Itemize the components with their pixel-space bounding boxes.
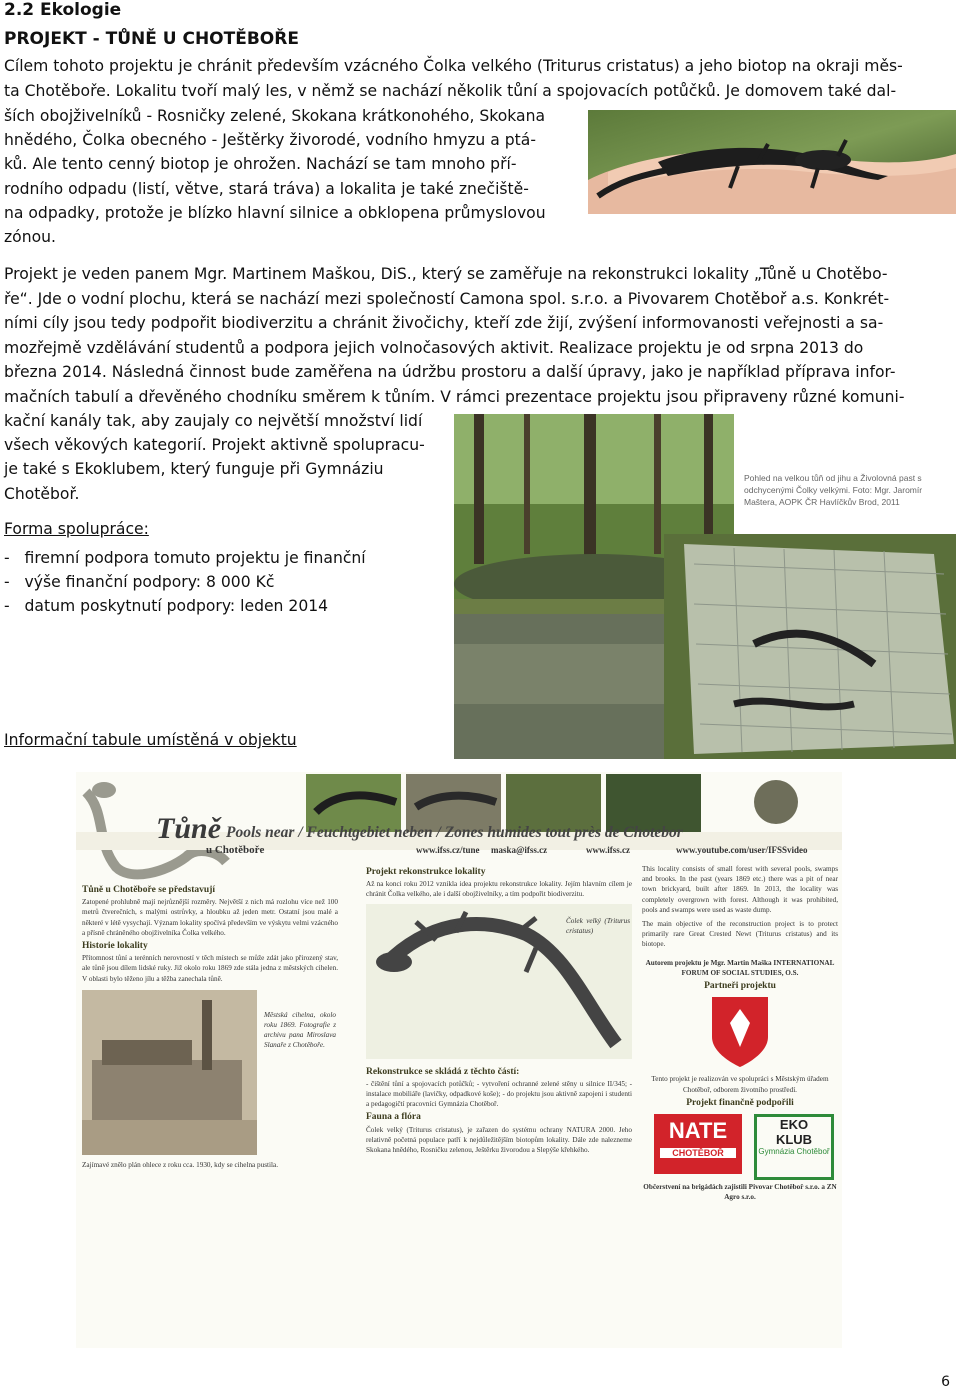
poster-column-1 — [82, 882, 338, 1342]
poster-text: Čolek velký (Triturus cristatus), je zařazen do systému ochrany NATURA 2000. Jeho relativně početná populace patří k nejdůležitějším biotopům lokality. Dále zde nalezneme Skokana hnědého, Rosničku zelenou, Ještěrku živorodou a Slepýše křehkého. — [366, 1125, 632, 1155]
poster-text: Zajímavé znělo plán ohlece z roku cca. 1930, kdy se cihelna pustila. — [82, 1160, 278, 1169]
cooperation-item: - datum poskytnutí podpory: leden 2014 — [4, 597, 329, 615]
poster-heading: Projekt finančně podpořili — [686, 1097, 794, 1108]
poster-link: www.ifss.cz/tune — [416, 845, 480, 855]
poster-author: Autorem projektu je Mgr. Martin Maška INTERNATIONAL FORUM OF SOCIAL STUDIES, O.S. — [645, 958, 835, 977]
section-heading: 2.2 Ekologie — [4, 0, 122, 20]
project-line: kační kanály tak, aby zaujaly co největší množství lidí — [4, 412, 423, 430]
intro-line: Cílem tohoto projektu je chránit především vzácného Čolka velkého (Triturus cristatus) a jeho biotop na okraji měs- — [4, 57, 903, 75]
brickyard-photo — [82, 990, 257, 1155]
poster-text: Až na konci roku 2012 vznikla idea projektu rekonstrukce lokality. Jejím hlavním cílem je chránit Čolka velkého, ale i další obojživelníky, a tím podpořit biodiverzitu. — [366, 880, 632, 899]
board-heading: Informační tabule umístěná v objektu — [4, 731, 297, 749]
project-line: mozřejmě vzdělávání studentů a podpora jejich volnočasových aktivit. Realizace projektu je od srpna 2013 do — [4, 339, 864, 357]
project-title: PROJEKT - TŮNĚ U CHOTĚBOŘE — [4, 29, 299, 49]
photo-caption: Pohled na velkou tůň od jihu a Živolovná past s odchycenými Čolky velkými. Foto: Mgr. Jaromír Maštera, AOPK ČR Havlíčkův Brod, 2011 — [744, 473, 923, 507]
poster-title: Tůně — [156, 812, 222, 845]
page-number: 6 — [941, 1374, 950, 1390]
cooperation-item-text: firemní podpora tomuto projektu je finanční — [24, 549, 366, 567]
cooperation-item: - výše finanční podpory: 8 000 Kč — [4, 573, 275, 591]
intro-line: ta Chotěboře. Lokalitu tvoří malý les, v němž se nachází několik tůní a spojovacích potůčků. Je domovem také dal- — [4, 82, 897, 100]
project-line: března 2014. Následná činnost bude zaměřena na údržbu prostoru a další úpravy, jako je například příprava infor- — [4, 363, 896, 381]
intro-line: zónou. — [4, 228, 56, 246]
intro-line: rodního odpadu (listí, větve, stará tráva) a lokalita je také znečiště- — [4, 180, 529, 198]
project-line: ními cíly jsou tedy podpořit biodiverzitu a chránit živočichy, kteří zde žijí, zvýšení informovanosti veřejnosti a sa- — [4, 314, 884, 332]
poster-heading: Historie lokality — [82, 941, 148, 952]
project-line: Projekt je veden panem Mgr. Martinem Maškou, DiS., který se zaměřuje na rekonstrukci lokality „Tůně u Chotěbo- — [4, 265, 888, 283]
poster-text: Tento projekt je realizován ve spolupráci s Městským úřadem Chotěboř, odborem životního prostředí. — [651, 1075, 829, 1094]
forest-pool-photo — [454, 414, 956, 759]
poster-text: Občerstvení na brigádách zajistili Pivovar Chotěboř s.r.o. a ZN Agro s.r.o. — [643, 1183, 837, 1202]
poster-subtitle: u Chotěboře — [206, 844, 265, 856]
project-line: mačních tabulí a dřevěného chodníku směrem k tůním. V rámci prezentace projektu jsou připraveny různé komuni- — [4, 388, 905, 406]
poster-heading: Projekt rekonstrukce lokality — [366, 867, 486, 877]
poster-text: Zatopené prohlubně mají nejrůznější rozměry. Největší z nich má rozlohu více než 100 metrů čtverečních, s malými ostrůvky, a hloubku až jeden metr. Ostatní jsou malé a některé v létě vysychají. Význam lokality spočívá především ve výskytu velmi vzácného a přísně chráněného obojživelníka Čolka velkého. — [82, 898, 338, 937]
project-line: ře“. Jde o vodní plochu, která se nachází mezi společností Camona spol. s.r.o. a Pivovarem Chotěboř a.s. Konkrét- — [4, 290, 890, 308]
poster-heading: Partneři projektu — [704, 981, 776, 992]
poster-text: This locality consists of small forest with several pools, swamps and brooks. In the past (years 1869 etc.) there was a pit of near town brickyard, built after 1869. In 2013, the locality was completely overgrown with forest. Although it was prohibited, pools and swamps were used as waste dump. — [642, 865, 838, 914]
poster-column-2 — [366, 864, 632, 1334]
poster-text: The main objective of the reconstruction project is to protect primarily rare Great Crested Newt (Triturus cristatus) and its biotope. — [642, 920, 838, 949]
poster-link: maska@ifss.cz — [491, 845, 548, 855]
poster-heading: Tůně u Chotěboře se představují — [82, 885, 216, 895]
poster-link: www.youtube.com/user/IFSSvideo — [676, 845, 808, 855]
poster-caption: Městská cihelna, okolo roku 1869. Fotografie z archivu pana Miroslava Slanaře z Chotěboře. — [264, 1010, 336, 1050]
project-line: je také s Ekoklubem, který funguje při Gymnáziu — [4, 460, 384, 478]
intro-line: ků. Ale tento cenný biotop je ohrožen. Nachází se tam mnoho pří- — [4, 155, 517, 173]
intro-line: na odpadky, protože je blízko hlavní silnice a obklopena průmyslovou — [4, 204, 546, 222]
poster-text: Přítomnost tůní a terénních nerovností v těch místech se může zdát jako přirozený stav, ale tůně jsou dílem lidské ruky. Již okolo roku 1869 zde stála jedna z městských cihelen. V oblasti bylo těženo jílu a těžba zanechala tůně. — [82, 954, 338, 983]
newt-photo — [588, 110, 956, 214]
ekoklub-logo: EKO KLUB Gymnázia Chotěboř — [754, 1114, 834, 1180]
nate-logo: NATE CHOTĚBOŘ — [654, 1114, 742, 1174]
project-line: Chotěboř. — [4, 485, 80, 503]
cooperation-item: - firemní podpora tomuto projektu je finanční — [4, 549, 366, 567]
cooperation-item-text: datum poskytnutí podpory: leden 2014 — [24, 597, 329, 615]
info-board-poster — [76, 772, 842, 1348]
poster-heading: Rekonstrukce se skládá z těchto částí: — [366, 1066, 520, 1077]
cooperation-heading: Forma spolupráce: — [4, 520, 149, 538]
poster-heading: Fauna a flóra — [366, 1112, 421, 1123]
intro-line: ších obojživelníků - Rosničky zelené, Skokana krátkonohého, Skokana — [4, 107, 546, 125]
cooperation-item-text: výše finanční podpory: 8 000 Kč — [24, 573, 275, 591]
poster-caption: Čolek velký (Triturus cristatus) — [566, 916, 630, 935]
poster-text: - čištění tůní a spojovacích potůčků; - vytvoření ochranné zelené stěny u silnice II/345; - instalace mobiliáře (lavičky, odpadkové koše); - do projektu jsou aktivně zapojeni i studenti a pedagogičtí pracovníci Gymnázia Chotěboř. — [366, 1079, 632, 1109]
poster-link: www.ifss.cz — [586, 845, 630, 855]
project-line: všech věkových kategorií. Projekt aktivně spolupracu- — [4, 436, 425, 454]
coat-of-arms — [642, 993, 838, 1071]
poster-banner: Pools near / Feuchtgebiet neben / Zones humides tout près de Chotebor — [226, 824, 683, 841]
poster-column-3 — [642, 864, 838, 1344]
intro-line: hnědého, Čolka obecného - Ještěrky živorodé, vodního hmyzu a ptá- — [4, 131, 536, 149]
